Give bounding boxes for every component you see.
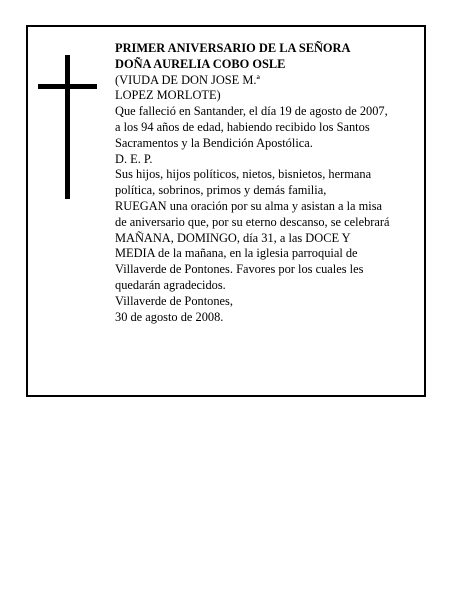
subtitle-line-1: (VIUDA DE DON JOSE M.ª bbox=[115, 72, 260, 87]
death-info-line-3: Sacramentos y la Bendición Apostólica. bbox=[115, 135, 313, 150]
family-line-2: política, sobrinos, primos y demás familia, bbox=[115, 183, 327, 198]
rip-line: D. E. P. bbox=[115, 151, 153, 166]
heading-line-1: PRIMER ANIVERSARIO DE LA SEÑORA bbox=[115, 41, 351, 55]
death-info-line-1: Que falleció en Santander, el día 19 de agosto de 2007, bbox=[115, 104, 388, 119]
cross-horizontal-bar bbox=[38, 84, 97, 89]
cross-icon bbox=[38, 55, 98, 199]
request-line-1: RUEGAN una oración por su alma y asistan a la misa bbox=[115, 198, 383, 213]
request-line-6: quedarán agradecidos. bbox=[115, 277, 226, 292]
request-line-5: Villaverde de Pontones. Favores por los cuales les bbox=[115, 262, 364, 277]
death-info-line-2: a los 94 años de edad, habiendo recibido los Santos bbox=[115, 119, 370, 134]
heading-line-2: DOÑA AURELIA COBO OSLE bbox=[115, 56, 286, 71]
request-line-2: de aniversario que, por su eterno descanso, se celebrará bbox=[115, 214, 390, 229]
request-line-3: MAÑANA, DOMINGO, día 31, a las DOCE Y bbox=[115, 230, 351, 245]
notice-text bbox=[115, 41, 423, 325]
family-line-1: Sus hijos, hijos políticos, nietos, bisnietos, hermana bbox=[115, 167, 372, 182]
subtitle-line-2: LOPEZ MORLOTE) bbox=[115, 88, 221, 103]
place-line: Villaverde de Pontones, bbox=[115, 293, 233, 308]
obituary-notice bbox=[26, 25, 426, 397]
cross-vertical-bar bbox=[65, 55, 70, 199]
request-line-4: MEDIA de la mañana, en la iglesia parroquial de bbox=[115, 246, 358, 261]
date-line: 30 de agosto de 2008. bbox=[115, 309, 224, 324]
